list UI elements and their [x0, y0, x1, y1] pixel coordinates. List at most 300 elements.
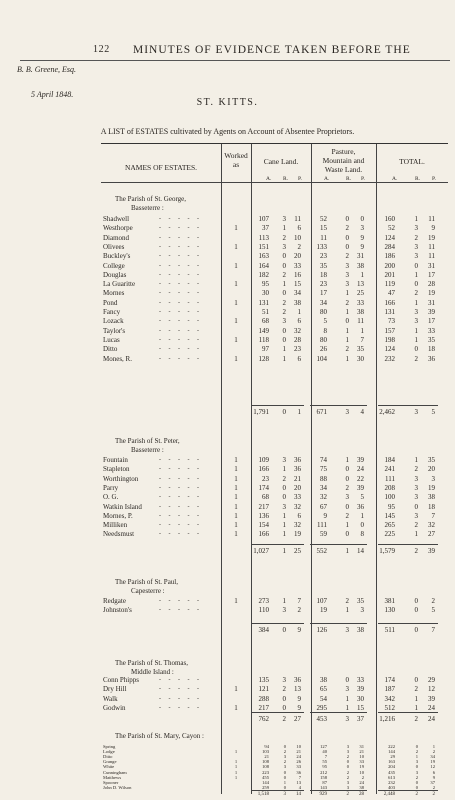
total-subtotal: 2 [414, 715, 418, 723]
leader-dots: - - - - - [159, 318, 202, 325]
pasture-value: 1 [345, 354, 349, 363]
leader-dots: - - - - - [159, 243, 202, 250]
pasture-subtotal: 28 [359, 792, 364, 797]
pasture-value: 7 [360, 335, 364, 344]
pasture-value: 80 [320, 335, 327, 344]
unit-label: A. [266, 176, 272, 182]
leader-dots: - - - - - [159, 475, 202, 482]
pasture-value: 9 [323, 511, 327, 520]
total-value: 3 [431, 474, 435, 483]
cane-subtotal: 762 [258, 715, 269, 723]
total-value: 613 [388, 774, 395, 780]
estate-name: Taylor's [103, 326, 126, 335]
cane-value: 455 [262, 774, 269, 780]
pasture-value: 24 [359, 779, 364, 785]
total-value: 100 [384, 493, 395, 502]
cane-value: 1 [297, 308, 301, 316]
table-row [0, 262, 455, 271]
subtotal-rule [252, 712, 304, 713]
cane-value: 2 [297, 606, 301, 615]
total-value: 11 [428, 242, 435, 251]
worked-count: 1 [234, 530, 238, 539]
pasture-value: 9 [360, 233, 364, 242]
worked-count: 1 [234, 774, 238, 780]
leader-dots: - - - - - [159, 503, 202, 510]
col-header-pasture-line: Waste Land. [324, 165, 363, 174]
pasture-value: 1 [345, 456, 349, 464]
cane-value: 223 [262, 769, 269, 775]
cane-value: 10 [296, 744, 301, 749]
cane-value: 1 [282, 511, 286, 520]
pasture-value: 52 [320, 215, 327, 223]
cane-value: 2 [282, 298, 286, 307]
pasture-value: 23 [320, 280, 327, 289]
pasture-value: 1 [345, 289, 349, 298]
cane-value: 166 [258, 465, 269, 474]
total-value: 0 [414, 261, 418, 270]
total-value: 11 [428, 252, 435, 261]
cane-value: 13 [296, 779, 301, 785]
pasture-value: 74 [320, 456, 327, 464]
total-value: 124 [384, 233, 395, 242]
subtotal-rule [310, 623, 367, 624]
estate-name: Godwin [103, 703, 126, 712]
total-value: 1 [414, 694, 418, 703]
cane-value: 9 [297, 694, 301, 703]
table-row [0, 327, 455, 336]
col-header-names: NAMES OF ESTATES. [124, 163, 198, 172]
worked-count: 1 [234, 597, 238, 605]
total-value: 6 [432, 769, 435, 775]
cane-value: 108 [262, 759, 269, 765]
pasture-subtotal: 552 [316, 547, 327, 555]
cane-subtotal: 2 [282, 715, 286, 723]
estate-name: Fountain [103, 456, 128, 464]
pasture-value: 2 [345, 298, 349, 307]
pasture-value: 55 [322, 759, 327, 765]
cane-value: 51 [262, 308, 269, 316]
cane-value: 166 [258, 530, 269, 539]
cane-value: 23 [294, 345, 301, 354]
total-value: 3 [414, 317, 418, 326]
cane-value: 36 [296, 769, 301, 775]
worked-count: 1 [234, 242, 238, 251]
pasture-value: 0 [345, 465, 349, 474]
cane-value: 163 [258, 252, 269, 261]
pasture-value: 38 [320, 676, 327, 684]
pasture-value: 158 [320, 774, 327, 780]
pasture-value: 1 [345, 326, 349, 335]
cane-value: 0 [282, 483, 286, 492]
pasture-value: 3 [345, 685, 349, 694]
leader-dots: - - - - - [159, 531, 202, 538]
estate-name: Conn Phipps [103, 676, 139, 684]
subtotal-rule [378, 405, 438, 406]
pasture-value: 3 [345, 280, 349, 289]
pasture-value: 1 [345, 308, 349, 316]
leader-dots: - - - - - [159, 484, 202, 491]
total-value: 5 [431, 606, 435, 615]
total-value: 31 [428, 298, 435, 307]
pasture-subtotal: 14 [357, 547, 364, 555]
parish-heading-line: The Parish of St. Peter, [115, 437, 180, 445]
cane-value: 3 [282, 676, 286, 684]
total-value: 0 [414, 606, 418, 615]
pasture-subtotal: 4 [360, 408, 364, 416]
estate-name: John D. Wilson [103, 784, 132, 790]
total-value: 208 [384, 483, 395, 492]
cane-value: 6 [297, 224, 301, 233]
cane-value: 164 [258, 261, 269, 270]
table-row [0, 503, 455, 512]
cane-value: 19 [294, 530, 301, 539]
pasture-value: 5 [323, 317, 327, 326]
total-value: 198 [384, 335, 395, 344]
table-row [0, 456, 455, 465]
pasture-value: 1 [345, 521, 349, 530]
pasture-value: 35 [357, 345, 364, 354]
parish-heading [115, 732, 204, 741]
parish-heading-line: Basseterre : [131, 446, 164, 454]
total-value: 381 [384, 597, 395, 605]
pasture-value: 2 [346, 774, 349, 780]
subtotal-row [0, 792, 455, 798]
table-row [0, 597, 455, 606]
pasture-value: 3 [346, 784, 349, 790]
total-value: 29 [428, 676, 435, 684]
pasture-value: 33 [357, 676, 364, 684]
cane-value: 6 [297, 354, 301, 363]
total-value: 0 [414, 280, 418, 289]
total-value: 1 [414, 270, 418, 279]
cane-value: 16 [294, 270, 301, 279]
total-value: 232 [384, 354, 395, 363]
total-subtotal: 2,462 [379, 408, 395, 416]
table-row [0, 676, 455, 685]
estate-name: Mornes [103, 289, 125, 298]
total-subtotal: 2 [414, 547, 418, 555]
estate-name: Lodge [103, 749, 115, 755]
unit-label: P. [432, 176, 436, 182]
cane-subtotal: 9 [297, 626, 301, 634]
estate-name: Milliken [103, 521, 128, 530]
pasture-value: 104 [316, 354, 327, 363]
table-row [0, 308, 455, 317]
estate-name: Fancy [103, 308, 121, 316]
cane-value: 1 [282, 354, 286, 363]
total-value: 34 [430, 754, 435, 760]
pasture-value: 88 [320, 474, 327, 483]
pasture-value: 3 [360, 606, 364, 615]
estate-name: Pond [103, 298, 118, 307]
pasture-value: 15 [320, 224, 327, 233]
worked-count: 1 [234, 298, 238, 307]
total-value: 0 [415, 784, 418, 790]
total-value: 2 [414, 465, 418, 474]
pasture-value: 2 [361, 774, 364, 780]
cane-subtotal: 3 [283, 792, 286, 797]
total-value: 144 [388, 749, 395, 755]
estate-name: Cunningham [103, 769, 127, 775]
pasture-subtotal: 126 [316, 626, 327, 634]
cane-value: 149 [258, 326, 269, 335]
table-row [0, 475, 455, 484]
cane-subtotal: 1 [297, 408, 301, 416]
leader-dots: - - - - - [159, 299, 202, 306]
estate-name: Watkin Island [103, 502, 142, 511]
parish-heading-line: Middle Island : [131, 668, 174, 676]
cane-value: 34 [294, 289, 301, 298]
pasture-value: 2 [345, 597, 349, 605]
total-value: 73 [388, 317, 395, 326]
table-row [0, 299, 455, 308]
subtotal-rule [252, 790, 304, 791]
total-value: 2 [415, 774, 418, 780]
cane-value: 2 [282, 685, 286, 694]
subtotal-rule [310, 544, 367, 545]
total-value: 9 [432, 774, 435, 780]
worked-count: 1 [234, 749, 238, 755]
table-caption: A LIST of ESTATES cultivated by Agents on Account of Absentee Proprietors. [100, 127, 355, 136]
total-value: 157 [384, 326, 395, 335]
leader-dots: - - - - - [159, 309, 202, 315]
cane-value: 36 [294, 465, 301, 474]
total-value: 111 [385, 474, 395, 483]
total-value: 19 [428, 233, 435, 242]
leader-dots: - - - - - [159, 281, 202, 288]
evidence-date: 5 April 1848. [31, 90, 74, 99]
cane-value: 36 [294, 676, 301, 684]
estate-name: Dry Hill [103, 685, 127, 694]
total-value: 3 [414, 493, 418, 502]
pasture-value: 1 [360, 270, 364, 279]
cane-value: 38 [294, 298, 301, 307]
total-subtotal: 5 [431, 408, 435, 416]
cane-value: 6 [297, 511, 301, 520]
cane-subtotal: 1,791 [253, 408, 269, 416]
pasture-value: 143 [320, 784, 327, 790]
total-value: 9 [431, 224, 435, 233]
total-subtotal: 1,579 [379, 547, 395, 555]
worked-count: 1 [234, 456, 238, 464]
cane-value: 23 [262, 474, 269, 483]
cane-value: 68 [262, 493, 269, 502]
total-value: 20 [428, 465, 435, 474]
total-value: 11 [428, 215, 435, 223]
pasture-value: 30 [357, 354, 364, 363]
estate-name: Olivees [103, 242, 125, 251]
subtotal-row [0, 625, 455, 635]
cane-value: 108 [262, 764, 269, 770]
leader-dots: - - - - - [159, 607, 202, 614]
pasture-value: 2 [345, 345, 349, 354]
total-value: 0 [414, 597, 418, 605]
pasture-value: 8 [323, 326, 327, 335]
unit-label: P. [298, 176, 302, 182]
cane-value: 20 [294, 252, 301, 261]
cane-value: 97 [262, 345, 269, 354]
total-value: 28 [428, 280, 435, 289]
parish-heading-line: Capesterre : [131, 587, 165, 595]
worked-count: 1 [234, 261, 238, 270]
total-value: 1 [414, 456, 418, 464]
pasture-value: 40 [322, 749, 327, 755]
total-value: 2 [415, 749, 418, 755]
pasture-value: 2 [346, 754, 349, 760]
pasture-value: 127 [320, 744, 327, 749]
total-value: 39 [428, 694, 435, 703]
pasture-value: 212 [320, 769, 327, 775]
cane-value: 4 [298, 784, 301, 790]
pasture-value: 22 [357, 474, 364, 483]
cane-value: 135 [258, 676, 269, 684]
total-value: 3 [414, 308, 418, 316]
total-value: 403 [388, 784, 395, 790]
cane-value: 0 [282, 289, 286, 298]
total-value: 17 [428, 270, 435, 279]
cane-value: 2 [282, 308, 286, 316]
cane-value: 26 [296, 759, 301, 765]
table-row [0, 252, 455, 261]
pasture-value: 54 [320, 694, 327, 703]
total-value: 1 [414, 215, 418, 223]
total-value: 184 [384, 456, 395, 464]
subtotal-rule [378, 790, 438, 791]
leader-dots: - - - - - [159, 704, 202, 711]
pasture-value: 5 [360, 493, 364, 502]
pasture-value: 0 [360, 215, 364, 223]
total-value: 29 [390, 754, 395, 760]
cane-value: 33 [296, 764, 301, 770]
estate-name: Spring [103, 744, 116, 749]
estate-name: Westhorpe [103, 224, 133, 233]
total-subtotal: 1,216 [379, 715, 395, 723]
pasture-value: 295 [316, 703, 327, 712]
total-value: 1 [414, 703, 418, 712]
pasture-value: 1 [345, 335, 349, 344]
cane-subtotal: 1,518 [257, 792, 269, 797]
pasture-value: 59 [320, 530, 327, 539]
leader-dots: - - - - - [159, 686, 202, 693]
total-value: 0 [414, 676, 418, 684]
cane-value: 1 [282, 521, 286, 530]
worked-count: 1 [234, 511, 238, 520]
pasture-value: 0 [345, 530, 349, 539]
total-value: 32 [428, 521, 435, 530]
cane-value: 118 [258, 335, 269, 344]
pasture-value: 0 [345, 502, 349, 511]
cane-value: 13 [294, 685, 301, 694]
total-value: 435 [388, 769, 395, 775]
pasture-value: 0 [345, 676, 349, 684]
pasture-value: 0 [345, 215, 349, 223]
estate-name: College [103, 261, 125, 270]
total-value: 2 [431, 597, 435, 605]
cane-value: 2 [282, 270, 286, 279]
parish-heading-line: Basseterre : [131, 204, 164, 212]
total-value: 200 [384, 261, 395, 270]
cane-value: 33 [294, 261, 301, 270]
total-value: 0 [414, 502, 418, 511]
cane-value: 2 [282, 233, 286, 242]
cane-value: 1 [282, 597, 286, 605]
pasture-value: 3 [345, 493, 349, 502]
estate-name: O. G. [103, 493, 119, 502]
pasture-value: 31 [357, 252, 364, 261]
total-value: 39 [428, 308, 435, 316]
total-value: 12 [430, 764, 435, 770]
table-row [0, 685, 455, 694]
worked-count: 1 [234, 335, 238, 344]
cane-value: 2 [283, 749, 286, 755]
parish-heading-line: The Parish of St. Mary, Cayon : [115, 732, 204, 740]
pasture-value: 18 [320, 270, 327, 279]
pasture-value: 0 [345, 474, 349, 483]
total-value: 119 [384, 280, 395, 289]
total-value: 17 [428, 317, 435, 326]
total-value: 174 [384, 676, 395, 684]
cane-subtotal: 1,027 [253, 547, 269, 555]
table-row [0, 484, 455, 493]
estate-name: Ditto [103, 754, 113, 760]
pasture-value: 0 [360, 521, 364, 530]
total-value: 222 [388, 744, 395, 749]
estate-name: Stapleton [103, 465, 130, 474]
estate-name: Parry [103, 483, 119, 492]
col-header-cane: Cane Land. [263, 157, 299, 166]
pasture-subtotal: 671 [316, 408, 327, 416]
cane-value: 21 [264, 754, 269, 760]
cane-value: 10 [294, 233, 301, 242]
estate-name: Lozack [103, 317, 124, 326]
cane-value: 1 [282, 345, 286, 354]
pasture-value: 1 [345, 703, 349, 712]
cane-value: 24 [296, 754, 301, 760]
leader-dots: - - - - - [159, 225, 202, 232]
pasture-value: 0 [346, 759, 349, 765]
table-row [0, 606, 455, 615]
total-value: 130 [384, 606, 395, 615]
col-header-pasture [311, 147, 376, 174]
cane-value: 7 [298, 774, 301, 780]
worked-count: 1 [234, 769, 238, 775]
pasture-value: 2 [345, 252, 349, 261]
cane-subtotal: 384 [258, 626, 269, 634]
table-row [0, 336, 455, 345]
total-value: 3 [414, 252, 418, 261]
estate-name: Redgate [103, 597, 126, 605]
total-value: 0 [414, 345, 418, 354]
worked-count: 1 [234, 483, 238, 492]
subtotal-rule [310, 712, 367, 713]
total-value: 2 [432, 749, 435, 755]
unit-label: A. [324, 176, 330, 182]
cane-value: 109 [258, 456, 269, 464]
cane-subtotal: 27 [294, 715, 301, 723]
cane-subtotal: 25 [294, 547, 301, 555]
total-value: 3 [415, 759, 418, 765]
col-header-worked [221, 151, 251, 169]
unit-label: R. [283, 176, 289, 182]
pasture-value: 107 [316, 597, 327, 605]
cane-value: 288 [258, 694, 269, 703]
leader-dots: - - - - - [159, 466, 202, 473]
cane-value: 154 [258, 521, 269, 530]
total-value: 2 [414, 289, 418, 298]
leader-dots: - - - - - [159, 327, 202, 334]
total-value: 3 [414, 483, 418, 492]
cane-value: 3 [282, 317, 286, 326]
